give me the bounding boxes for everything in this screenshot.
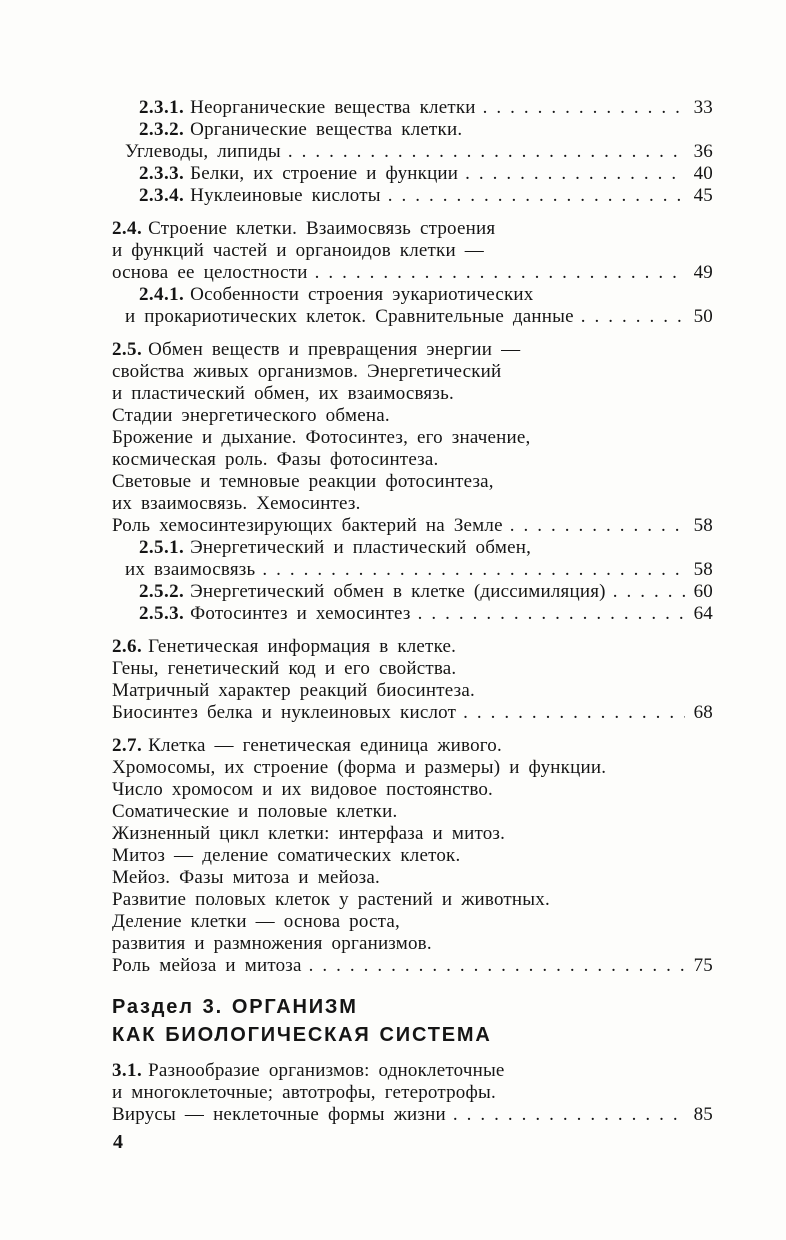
- entry-number: 2.3.2.: [139, 119, 185, 140]
- page-ref: 60: [693, 581, 713, 602]
- toc-line: [112, 515, 713, 537]
- toc-line: [112, 1104, 713, 1126]
- entry-text: их взаимосвязь: [125, 559, 256, 580]
- page-folio: 4: [113, 1131, 123, 1153]
- entry-text: Особенности строения эукариотических: [190, 284, 534, 305]
- toc-entry-2.5.1: [112, 537, 713, 581]
- entry-text: и функций частей и органоидов клетки —: [112, 240, 484, 261]
- toc-line: [112, 306, 713, 328]
- entry-text: Мейоз. Фазы митоза и мейоза.: [112, 867, 380, 888]
- page-ref: 49: [693, 262, 713, 283]
- toc-line: [112, 1082, 713, 1104]
- toc-entry-2.6: [112, 636, 713, 724]
- page-ref: 33: [693, 97, 713, 118]
- entry-number: 2.3.4.: [139, 185, 185, 206]
- entry-text: и прокариотических клеток. Сравнительные данные: [125, 306, 574, 327]
- entry-text: Белки, их строение и функции: [190, 163, 459, 184]
- toc-entry-2.4.1: [112, 284, 713, 328]
- entry-number: 2.5.: [112, 339, 143, 360]
- toc-line: [112, 702, 713, 724]
- entry-text: Брожение и дыхание. Фотосинтез, его значение,: [112, 427, 531, 448]
- toc-line: [112, 185, 713, 207]
- dot-leader: [483, 97, 685, 119]
- entry-text: Энергетический обмен в клетке (диссимиляция): [190, 581, 606, 602]
- toc-entry-2.3.1: [112, 97, 713, 119]
- entry-text: Число хромосом и их видовое постоянство.: [112, 779, 494, 800]
- entry-text: Роль мейоза и митоза: [112, 955, 302, 976]
- toc-line: [112, 427, 713, 449]
- entry-text: Строение клетки. Взаимосвязь строения: [148, 218, 496, 239]
- toc-line: [112, 559, 713, 581]
- entry-text: Органические вещества клетки.: [190, 119, 463, 140]
- dot-leader: [388, 185, 685, 207]
- section-heading: [112, 993, 713, 1049]
- dot-leader: [453, 1104, 685, 1126]
- toc-line: [112, 955, 713, 977]
- entry-number: 2.3.3.: [139, 163, 185, 184]
- page-ref: 50: [693, 306, 713, 327]
- toc-line: [112, 471, 713, 493]
- page-ref: 85: [693, 1104, 713, 1125]
- entry-number: 2.7.: [112, 735, 143, 756]
- section-heading-line: Раздел 3. ОРГАНИЗМ: [112, 996, 358, 1018]
- toc-entry-2.3.4: [112, 185, 713, 207]
- entry-text: Матричный характер реакций биосинтеза.: [112, 680, 475, 701]
- toc-entry-3.1: [112, 1060, 713, 1126]
- toc-line: [112, 658, 713, 680]
- toc-line: [112, 405, 713, 427]
- entry-text: свойства живых организмов. Энергетический: [112, 361, 502, 382]
- entry-number: 2.6.: [112, 636, 143, 657]
- toc-entry-2.4: [112, 218, 713, 284]
- toc-line: [112, 735, 713, 757]
- entry-text: Генетическая информация в клетке.: [148, 636, 457, 657]
- entry-text: и пластический обмен, их взаимосвязь.: [112, 383, 454, 404]
- entry-number: 2.5.3.: [139, 603, 185, 624]
- toc-line: [112, 779, 713, 801]
- page-ref: 58: [693, 559, 713, 580]
- entry-number: 2.3.1.: [139, 97, 185, 118]
- entry-text: развития и размножения организмов.: [112, 933, 432, 954]
- entry-text: Соматические и половые клетки.: [112, 801, 398, 822]
- entry-text: и многоклеточные; автотрофы, гетеротрофы.: [112, 1082, 496, 1103]
- toc-line: [112, 339, 713, 361]
- toc-line: [112, 911, 713, 933]
- section-heading-line: КАК БИОЛОГИЧЕСКАЯ СИСТЕМА: [112, 1024, 492, 1046]
- toc-line: [112, 801, 713, 823]
- entry-number: 2.5.1.: [139, 537, 185, 558]
- entry-text: Стадии энергетического обмена.: [112, 405, 390, 426]
- entry-text: Хромосомы, их строение (форма и размеры) и функции.: [112, 757, 607, 778]
- entry-text: Развитие половых клеток у растений и животных.: [112, 889, 550, 910]
- entry-text: Световые и темновые реакции фотосинтеза,: [112, 471, 494, 492]
- toc-line: [112, 262, 713, 284]
- toc-line: [112, 537, 713, 559]
- toc-line: [112, 603, 713, 625]
- toc-line: [112, 361, 713, 383]
- page-ref: 68: [693, 702, 713, 723]
- page-ref: 64: [693, 603, 713, 624]
- dot-leader: [465, 163, 685, 185]
- toc-line: [112, 141, 713, 163]
- toc-line: [112, 218, 713, 240]
- toc-entry-2.5.3: [112, 603, 713, 625]
- entry-text: Неорганические вещества клетки: [190, 97, 476, 118]
- entry-number: 2.4.1.: [139, 284, 185, 305]
- entry-number: 2.5.2.: [139, 581, 185, 602]
- dot-leader: [463, 702, 685, 724]
- toc-line: [112, 581, 713, 603]
- entry-text: Деление клетки — основа роста,: [112, 911, 400, 932]
- toc-line: [112, 823, 713, 845]
- toc-line: [112, 1060, 713, 1082]
- entry-text: космическая роль. Фазы фотосинтеза.: [112, 449, 439, 470]
- entry-text: Вирусы — неклеточные формы жизни: [112, 1104, 446, 1125]
- table-of-contents: [112, 97, 713, 1126]
- page-ref: 36: [693, 141, 713, 162]
- page-ref: 58: [693, 515, 713, 536]
- toc-entry-2.5.2: [112, 581, 713, 603]
- entry-text: Углеводы, липиды: [125, 141, 281, 162]
- dot-leader: [309, 955, 685, 977]
- toc-line: [112, 636, 713, 658]
- toc-line: [112, 933, 713, 955]
- toc-line: [112, 284, 713, 306]
- entry-text: Разнообразие организмов: одноклеточные: [148, 1060, 505, 1081]
- toc-entry-2.5: [112, 339, 713, 537]
- toc-line: [112, 757, 713, 779]
- toc-entry-2.7: [112, 735, 713, 977]
- dot-leader: [581, 306, 685, 328]
- entry-text: Фотосинтез и хемосинтез: [190, 603, 411, 624]
- toc-line: [112, 119, 713, 141]
- entry-text: Нуклеиновые кислоты: [190, 185, 381, 206]
- entry-text: их взаимосвязь. Хемосинтез.: [112, 493, 361, 514]
- entry-text: основа ее целостности: [112, 262, 308, 283]
- toc-line: [112, 889, 713, 911]
- toc-line: [112, 383, 713, 405]
- toc-line: [112, 845, 713, 867]
- toc-line: [112, 680, 713, 702]
- toc-entry-2.3.3: [112, 163, 713, 185]
- dot-leader: [510, 515, 685, 537]
- entry-text: Биосинтез белка и нуклеиновых кислот: [112, 702, 457, 723]
- toc-line: [112, 449, 713, 471]
- dot-leader: [288, 141, 685, 163]
- page-ref: 45: [693, 185, 713, 206]
- toc-line: [112, 97, 713, 119]
- entry-text: Клетка — генетическая единица живого.: [148, 735, 502, 756]
- toc-line: [112, 163, 713, 185]
- entry-text: Митоз — деление соматических клеток.: [112, 845, 461, 866]
- entry-text: Гены, генетический код и его свойства.: [112, 658, 457, 679]
- toc-line: [112, 493, 713, 515]
- toc-line: [112, 867, 713, 889]
- entry-text: Жизненный цикл клетки: интерфаза и митоз.: [112, 823, 506, 844]
- entry-number: 3.1.: [112, 1060, 143, 1081]
- dot-leader: [262, 559, 685, 581]
- page-ref: 75: [693, 955, 713, 976]
- toc-entry-2.3.2: [112, 119, 713, 163]
- dot-leader: [613, 581, 685, 603]
- dot-leader: [418, 603, 685, 625]
- toc-line: [112, 240, 713, 262]
- entry-text: Энергетический и пластический обмен,: [190, 537, 532, 558]
- entry-number: 2.4.: [112, 218, 143, 239]
- entry-text: Обмен веществ и превращения энергии —: [148, 339, 521, 360]
- page-ref: 40: [693, 163, 713, 184]
- dot-leader: [315, 262, 685, 284]
- entry-text: Роль хемосинтезирующих бактерий на Земле: [112, 515, 503, 536]
